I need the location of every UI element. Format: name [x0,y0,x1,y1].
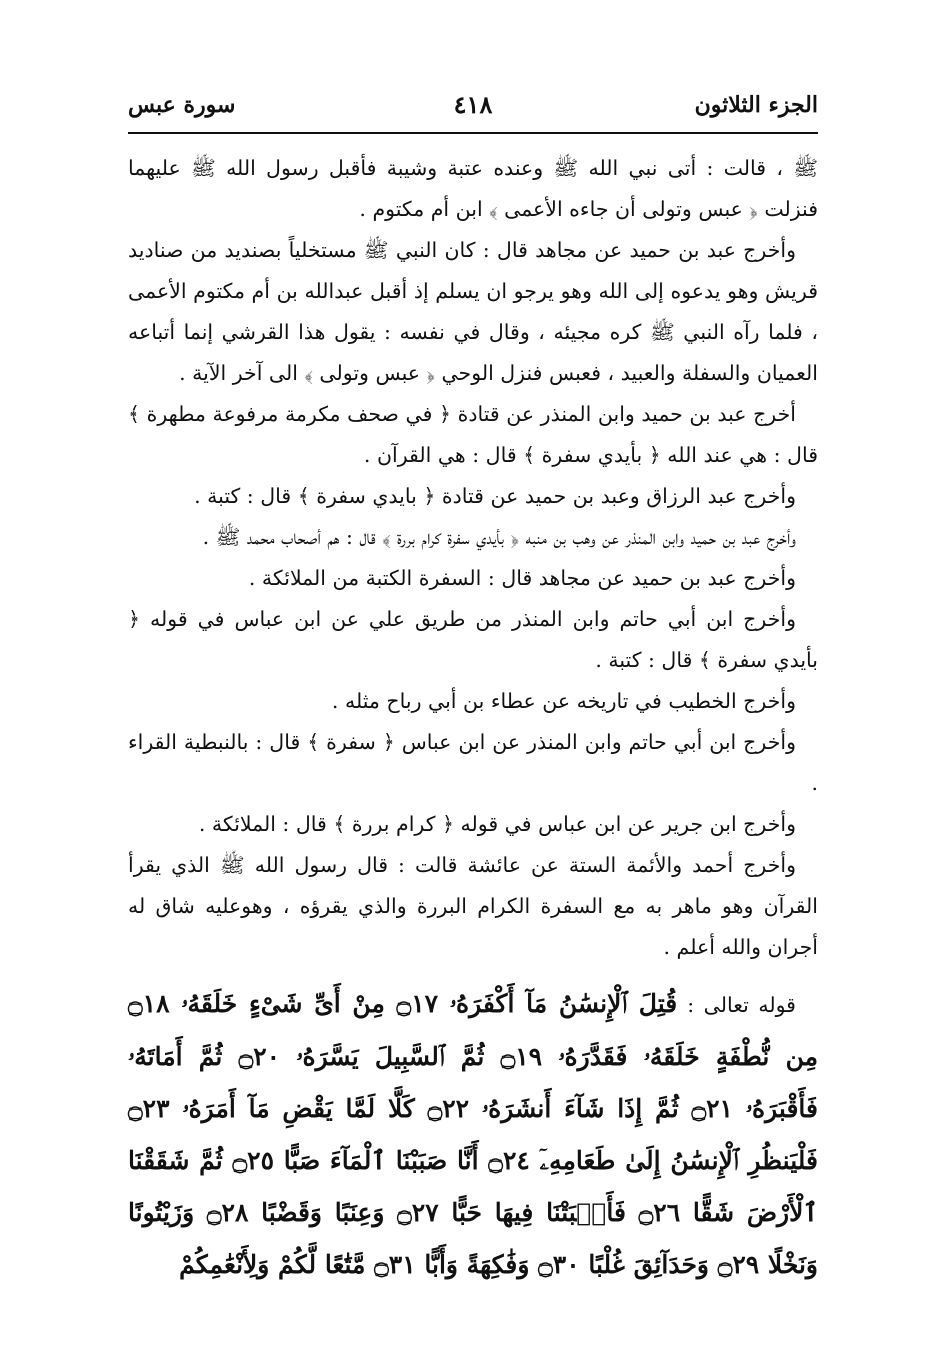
paragraph: وأخرج عبد بن حميد عن مجاهد قال : كان النبي ﷺ مستخلياً بصنديد من صناديد قريش وهو يدعوه إلى الله وهو يرجو ان يسلم إذ أقبل عبدالله بن أم مكتوم الأعمى ، فلما رآه النبي ﷺ كره مجيئه ، وقال في نفسه : يقول هذا القرشي إنما أتباعه العميان والسفلة والعبيد ، فعبس فنزل الوحي ﴿ عبس وتولى ﴾ الى آخر الآية . [128,238,818,385]
surah-title: سورة عبس [128,92,236,118]
paragraph: وأخرج ابن جرير عن ابن عباس في قوله ﴿ كرام بررة ﴾ قال : الملائكة . [198,812,796,836]
page-header [128,84,818,134]
book-page [128,84,818,1304]
page-number: ٤١٨ [453,90,493,119]
verses-intro: قوله تعالى : [687,993,796,1017]
paragraph: أخرج عبد بن حميد وابن المنذر عن قتادة ﴿ في صحف مكرمة مرفوعة مطهرة ﴾ قال : هي عند الله ﴿ بأيدي سفرة ﴾ قال : هي القرآن . [128,402,818,467]
commentary-text [128,148,818,968]
paragraph: وأخرج أحمد والأئمة الستة عن عائشة قالت : قال رسول الله ﷺ الذي يقرأ القرآن وهو ماهر به مع السفرة الكرام البررة والذي يقرؤه ، وهوعليه شاق له أجران والله أعلم . [128,853,818,959]
paragraph: ﷺ ، قالت : أتى نبي الله ﷺ وعنده عتبة وشيبة فأقبل رسول الله ﷺ عليهما فنزلت ﴿ عبس وتولى أن جاءه الأعمى ﴾ ابن أم مكتوم . [128,156,818,221]
paragraph: وأخرج عبد الرزاق وعبد بن حميد عن قتادة ﴿ بايدي سفرة ﴾ قال : كتبة . [194,484,796,508]
paragraph: وأخرج عبد بن حميد وابن المنذر عن وهب بن منبه ﴿ بأيدي سفرة كرام بررة ﴾ قال : هم أصحاب محمد ﷺ . [202,525,796,549]
verses-text: قُتِلَ ٱلْإِنسَٰنُ مَآ أَكْفَرَهُۥ ۝١٧ مِنْ أَىِّ شَىْءٍ خَلَقَهُۥ ۝١٨ مِن نُّطْفَةٍ خَلَقَهُۥ فَقَدَّرَهُۥ ۝١٩ ثُمَّ ٱلسَّبِيلَ يَسَّرَهُۥ ۝٢٠ ثُمَّ أَمَاتَهُۥ فَأَقْبَرَهُۥ ۝٢١ ثُمَّ إِذَا شَآءَ أَنشَرَهُۥ ۝٢٢ كَلَّا لَمَّا يَقْضِ مَآ أَمَرَهُۥ ۝٢٣ فَلْيَنظُرِ ٱلْإِنسَٰنُ إِلَىٰ طَعَامِهِۦٓ ۝٢٤ أَنَّا صَبَبْنَا ٱلْمَآءَ صَبًّا ۝٢٥ ثُمَّ شَقَقْنَا ٱلْأَرْضَ شَقًّا ۝٢٦ فَأَنۢبَتْنَا فِيهَا حَبًّا ۝٢٧ وَعِنَبًا وَقَضْبًا ۝٢٨ وَزَيْتُونًا وَنَخْلًا ۝٢٩ وَحَدَآئِقَ غُلْبًا ۝٣٠ وَفَٰكِهَةً وَأَبًّا ۝٣١ مَّتَٰعًا لَّكُمْ وَلِأَنْعَٰمِكُمْ [128,989,819,1279]
paragraph: وأخرج ابن أبي حاتم وابن المنذر عن ابن عباس ﴿ سفرة ﴾ قال : بالنبطية القراء . [128,730,818,795]
paragraph: وأخرج ابن أبي حاتم وابن المنذر من طريق علي عن ابن عباس في قوله ﴿ بأيدي سفرة ﴾ قال : كتبة . [128,607,818,672]
part-title: الجزء الثلاثون [694,92,818,118]
paragraph: وأخرج عبد بن حميد عن مجاهد قال : السفرة الكتبة من الملائكة . [248,566,796,590]
paragraph: وأخرج الخطيب في تاريخه عن عطاء بن أبي رباح مثله . [331,689,796,713]
quran-verses [128,978,818,1291]
